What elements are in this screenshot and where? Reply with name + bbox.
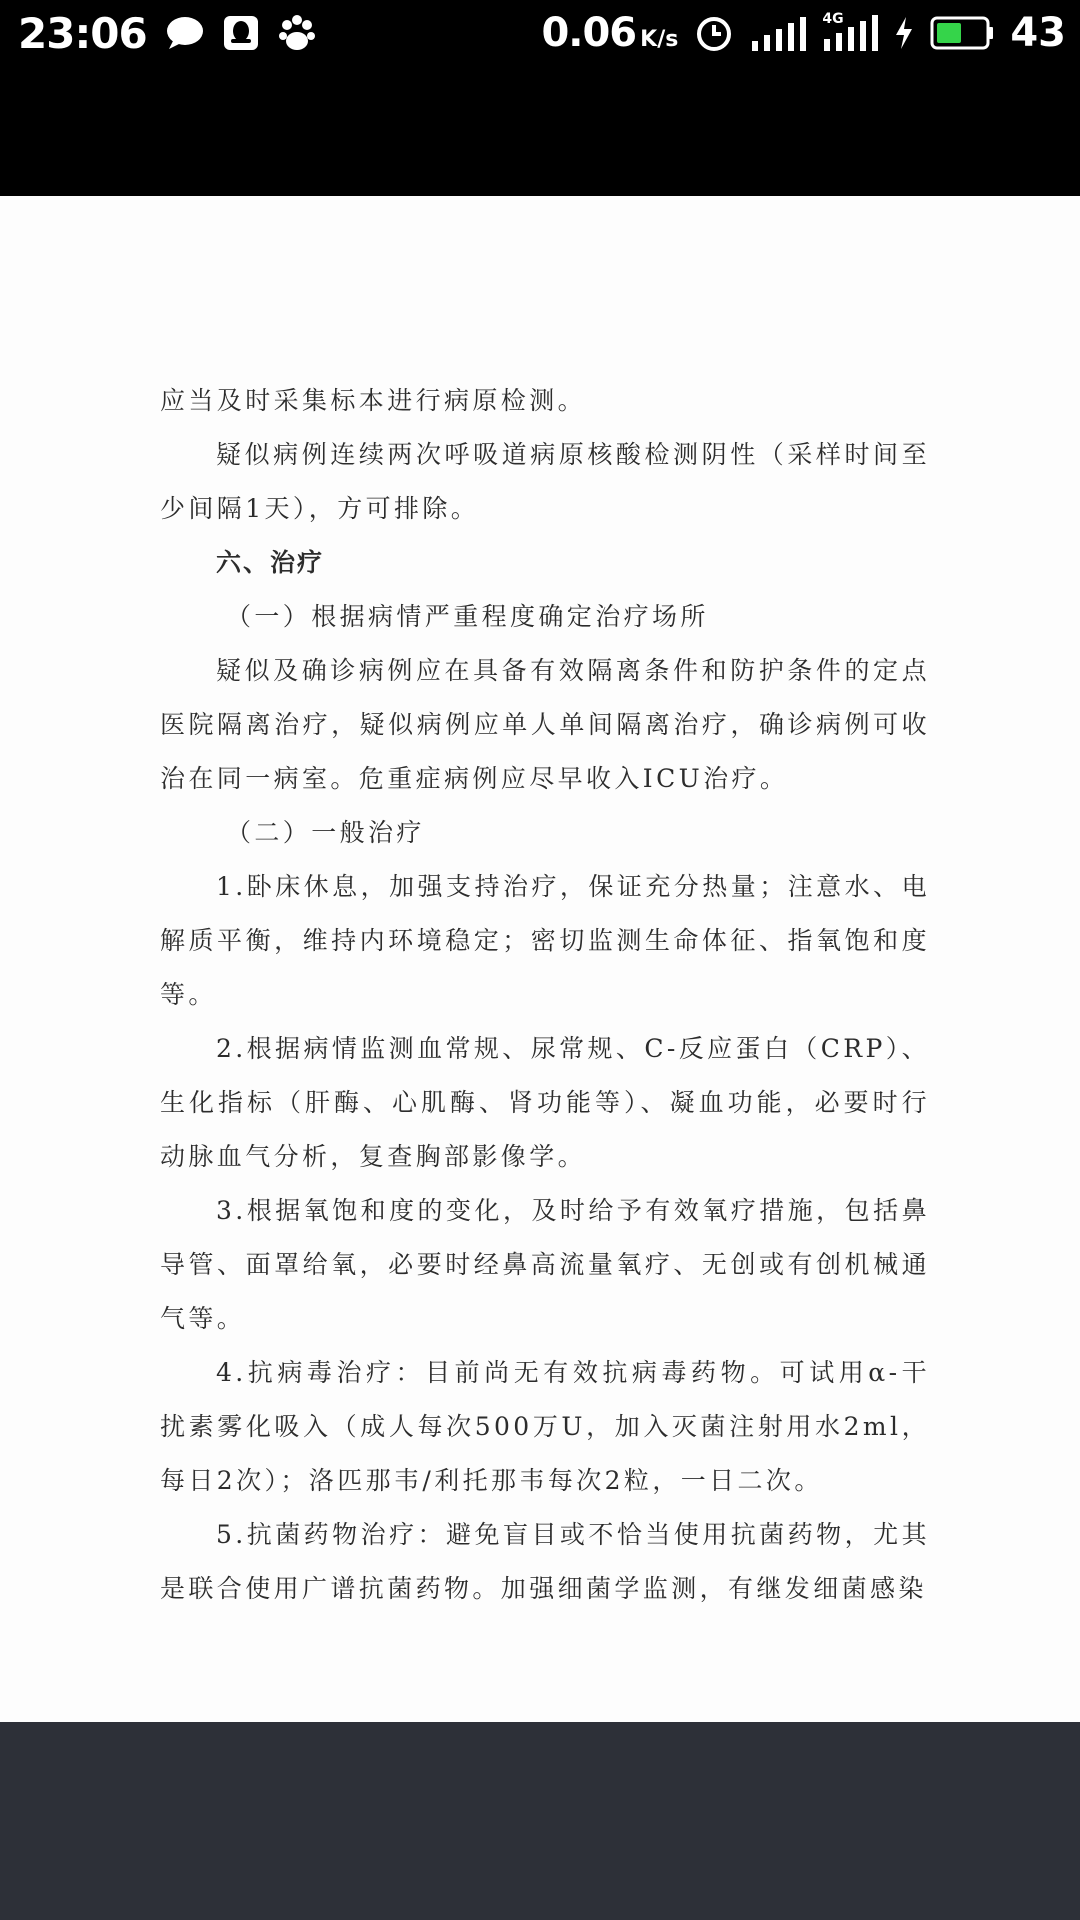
list-item: 4.抗病毒治疗：目前尚无有效抗病毒药物。可试用α-干扰素雾化吸入（成人每次500万U，加入灭菌注射用水2ml，每日2次）；洛匹那韦/利托那韦每次2粒，一日二次。: [160, 1358, 930, 1495]
paragraph: 疑似及确诊病例应在具备有效隔离条件和防护条件的定点医院隔离治疗，疑似病例应单人单间隔离治疗，确诊病例可收治在同一病室。危重症病例应尽早收入ICU治疗。: [160, 656, 930, 793]
wifi-signal-icon: [750, 15, 806, 51]
list-item: 2.根据病情监测血常规、尿常规、C-反应蛋白（CRP）、生化指标（肝酶、心肌酶、肾功能等）、凝血功能，必要时行动脉血气分析，复查胸部影像学。: [160, 1034, 930, 1171]
paragraph: 疑似病例连续两次呼吸道病原核酸检测阴性（采样时间至少间隔1天），方可排除。: [160, 440, 930, 523]
status-bar: [0, 0, 1080, 66]
clock-time: 23:06: [18, 8, 147, 58]
baidu-paw-icon: [277, 13, 317, 53]
battery-percent: 43: [1010, 10, 1066, 56]
bottom-navigation-area: [0, 1722, 1080, 1920]
list-item: 3.根据氧饱和度的变化，及时给予有效氧疗措施，包括鼻导管、面罩给氧，必要时经鼻高流量氧疗、无创或有创机械通气等。: [160, 1196, 930, 1333]
list-item: 5.抗菌药物治疗：避免盲目或不恰当使用抗菌药物，尤其是联合使用广谱抗菌药物。加强细菌学监测，有继发细菌感染: [160, 1520, 930, 1603]
battery-icon: [930, 15, 994, 51]
top-toolbar-area: [0, 66, 1080, 196]
network-speed: 0.06 K/s: [541, 10, 679, 56]
list-item: 1.卧床休息，加强支持治疗，保证充分热量；注意水、电解质平衡，维持内环境稳定；密切监测生命体征、指氧饱和度等。: [160, 872, 930, 1009]
document-text: [160, 374, 930, 1616]
network-type-label: 4G: [822, 11, 844, 27]
charging-icon: [894, 15, 914, 51]
alarm-icon: [694, 13, 734, 53]
qq-icon: [223, 15, 259, 51]
document-page[interactable]: [0, 196, 1080, 1722]
cell-signal-icon: [822, 11, 878, 51]
paragraph: 应当及时采集标本进行病原检测。: [160, 386, 587, 415]
subsection-heading: （二）一般治疗: [226, 818, 425, 847]
chat-bubble-icon: [165, 15, 205, 51]
subsection-heading: （一）根据病情严重程度确定治疗场所: [226, 602, 709, 631]
section-heading: 六、治疗: [216, 548, 325, 577]
